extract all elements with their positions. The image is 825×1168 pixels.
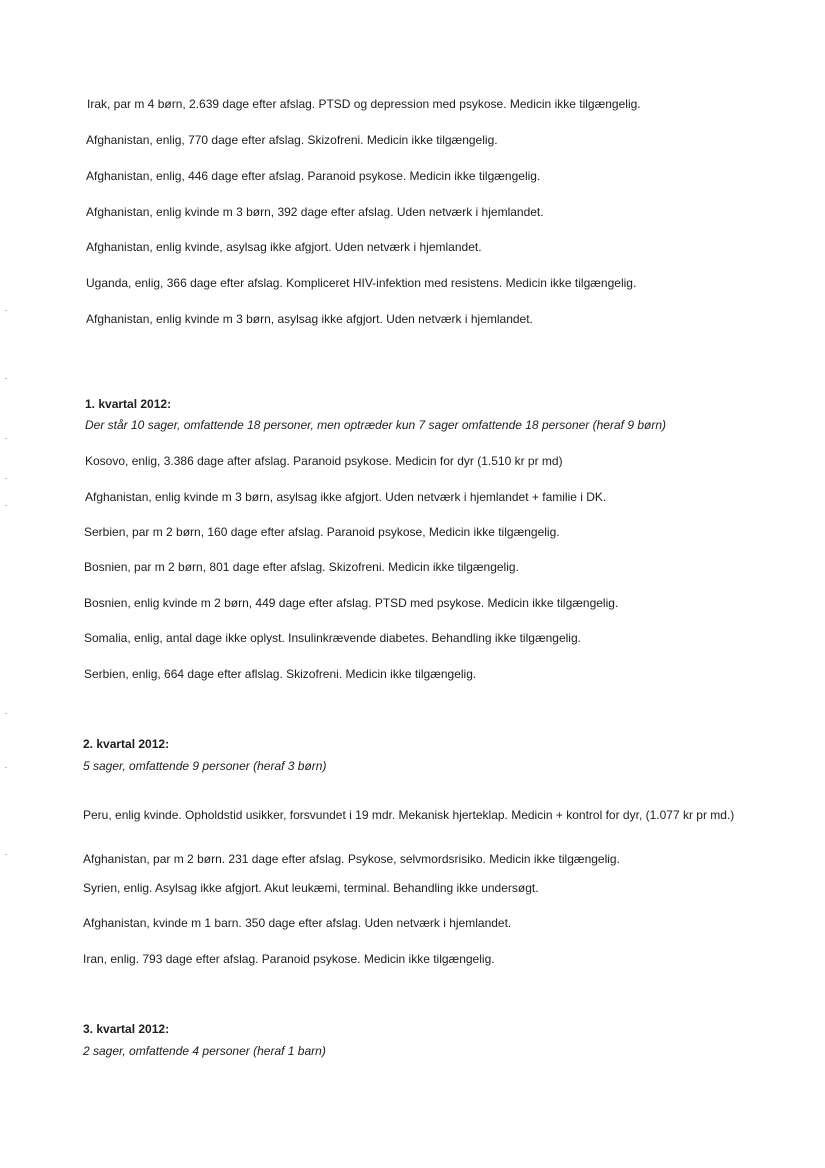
case-entry: Afghanistan, enlig kvinde m 3 børn, asylsag ikke afgjort. Uden netværk i hjemlandet + familie i DK. — [85, 490, 607, 504]
section-heading-q2-2012: 2. kvartal 2012: — [83, 737, 170, 751]
case-entry: Serbien, enlig, 664 dage efter aflslag. Skizofreni. Medicin ikke tilgængelig. — [84, 667, 477, 681]
section-summary-q2-2012: 5 sager, omfattende 9 personer (heraf 3 børn) — [83, 759, 327, 773]
scan-mark — [5, 478, 7, 479]
case-entry: Somalia, enlig, antal dage ikke oplyst. Insulinkrævende diabetes. Behandling ikke tilgængelig. — [84, 631, 581, 645]
scan-mark — [5, 438, 7, 439]
scan-mark — [5, 713, 7, 714]
case-entry: Iran, enlig. 793 dage efter afslag. Paranoid psykose. Medicin ikke tilgængelig. — [83, 952, 495, 966]
case-entry: Afghanistan, par m 2 børn. 231 dage efter afslag. Psykose, selvmordsrisiko. Medicin ikke tilgængelig. — [83, 852, 620, 866]
scan-mark — [5, 310, 7, 311]
case-entry: Afghanistan, enlig, 446 dage efter afslag. Paranoid psykose. Medicin ikke tilgængelig. — [86, 169, 541, 183]
section-summary-q1-2012: Der står 10 sager, omfattende 18 personer, men optræder kun 7 sager omfattende 18 personer (heraf 9 børn) — [85, 418, 666, 432]
case-entry: Bosnien, enlig kvinde m 2 børn, 449 dage efter afslag. PTSD med psykose. Medicin ikke tilgængelig. — [84, 596, 619, 610]
case-entry: Afghanistan, kvinde m 1 barn. 350 dage efter afslag. Uden netværk i hjemlandet. — [83, 916, 512, 930]
scan-mark — [5, 767, 7, 768]
case-entry: Serbien, par m 2 børn, 160 dage efter afslag. Paranoid psykose, Medicin ikke tilgængelig. — [84, 525, 560, 539]
case-entry: Afghanistan, enlig kvinde, asylsag ikke afgjort. Uden netværk i hjemlandet. — [86, 240, 482, 254]
case-entry: Afghanistan, enlig, 770 dage efter afslag. Skizofreni. Medicin ikke tilgængelig. — [86, 133, 498, 147]
case-entry: Afghanistan, enlig kvinde m 3 børn, asylsag ikke afgjort. Uden netværk i hjemlandet. — [86, 312, 533, 326]
section-heading-q3-2012: 3. kvartal 2012: — [83, 1022, 170, 1036]
section-summary-q3-2012: 2 sager, omfattende 4 personer (heraf 1 barn) — [83, 1044, 326, 1058]
case-entry: Irak, par m 4 børn, 2.639 dage efter afslag. PTSD og depression med psykose. Medicin ikke tilgængelig. — [87, 97, 641, 111]
case-entry: Peru, enlig kvinde. Opholdstid usikker, forsvundet i 19 mdr. Mekanisk hjerteklap. Medicin + kontrol for dyr, (1.077 kr pr md.) — [83, 808, 735, 822]
case-entry: Afghanistan, enlig kvinde m 3 børn, 392 dage efter afslag. Uden netværk i hjemlandet. — [86, 205, 544, 219]
case-entry: Syrien, enlig. Asylsag ikke afgjort. Akut leukæmi, terminal. Behandling ikke undersøgt. — [83, 881, 539, 895]
scan-mark — [5, 378, 7, 379]
section-heading-q1-2012: 1. kvartal 2012: — [85, 397, 172, 411]
scan-mark — [5, 854, 7, 855]
case-entry: Uganda, enlig, 366 dage efter afslag. Kompliceret HIV-infektion med resistens. Medicin ikke tilgængelig. — [86, 276, 637, 290]
scan-mark — [5, 505, 7, 506]
case-entry: Kosovo, enlig, 3.386 dage after afslag. Paranoid psykose. Medicin for dyr (1.510 kr pr md) — [85, 454, 563, 468]
case-entry: Bosnien, par m 2 børn, 801 dage efter afslag. Skizofreni. Medicin ikke tilgængelig. — [84, 560, 519, 574]
